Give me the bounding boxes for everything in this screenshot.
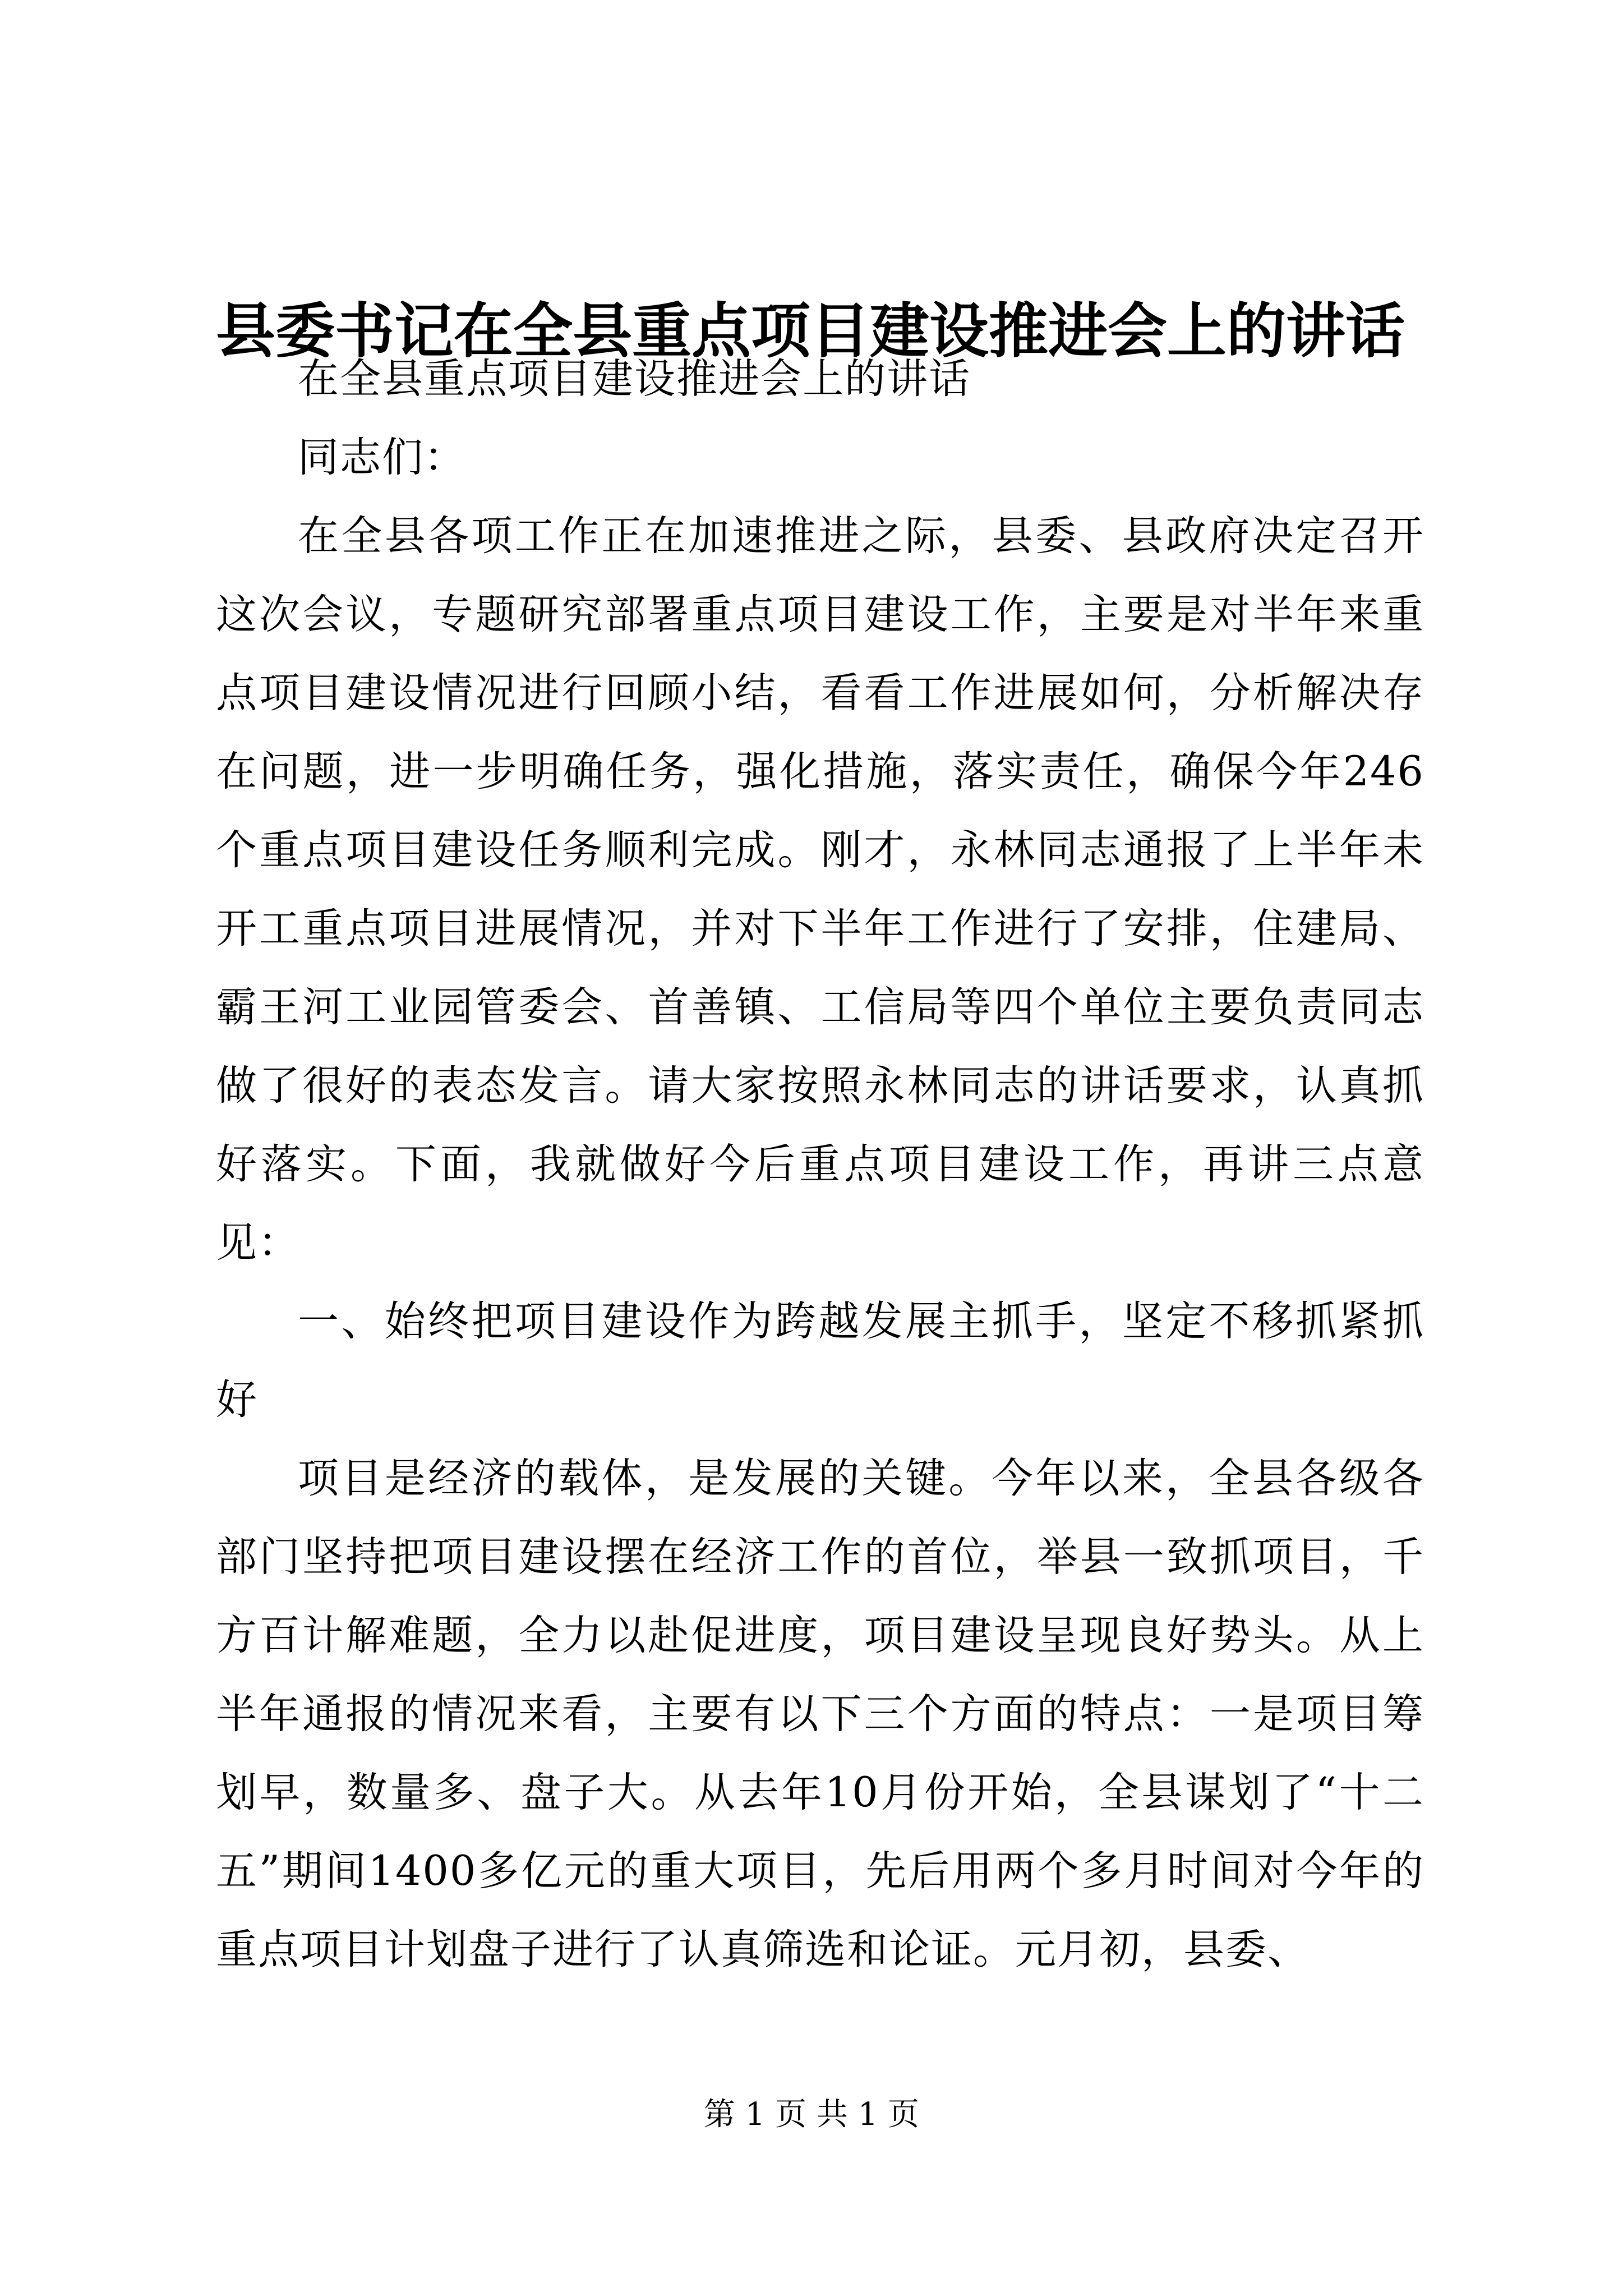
page-footer: 第 1 页 共 1 页	[703, 2096, 920, 2133]
salutation: 同志们：	[298, 434, 466, 481]
body-paragraph: 在全县各项工作正在加速推进之际，县委、县政府决定召开这次会议，专题研究部署重点项目建设工作，主要是对半年来重点项目建设情况进行回顾小结，看看工作进展如何，分析解决存在问题，进一步明确任务，强化措施，落实责任，确保今年246个重点项目建设任务顺利完成。刚才，永林同志通报了上半年未开工重点项目进展情况，并对下半年工作进行了安排，住建局、霸王河工业园管委会、首善镇、工信局等四个单位主要负责同志做了很好的表态发言。请大家按照永林同志的讲话要求，认真抓好落实。下面，我就做好今后重点项目建设工作，再讲三点意见：	[216, 512, 1424, 1267]
section-heading: 一、始终把项目建设作为跨越发展主抓手，坚定不移抓紧抓好	[216, 1297, 1424, 1424]
speech-subtitle: 在全县重点项目建设推进会上的讲话	[298, 355, 971, 403]
document-body	[216, 340, 1424, 1989]
body-paragraph: 项目是经济的载体，是发展的关键。今年以来，全县各级各部门坚持把项目建设摆在经济工作的首位，举县一致抓项目，千方百计解难题，全力以赴促进度，项目建设呈现良好势头。从上半年通报的情况来看，主要有以下三个方面的特点：一是项目筹划早，数量多、盘子大。从去年10月份开始，全县谋划了“十二五”期间1400多亿元的重大项目，先后用两个多月时间对今年的重点项目计划盘子进行了认真筛选和论证。元月初，县委、	[216, 1455, 1424, 1973]
document-title: 县委书记在全县重点项目建设推进会上的讲话	[216, 296, 1405, 366]
